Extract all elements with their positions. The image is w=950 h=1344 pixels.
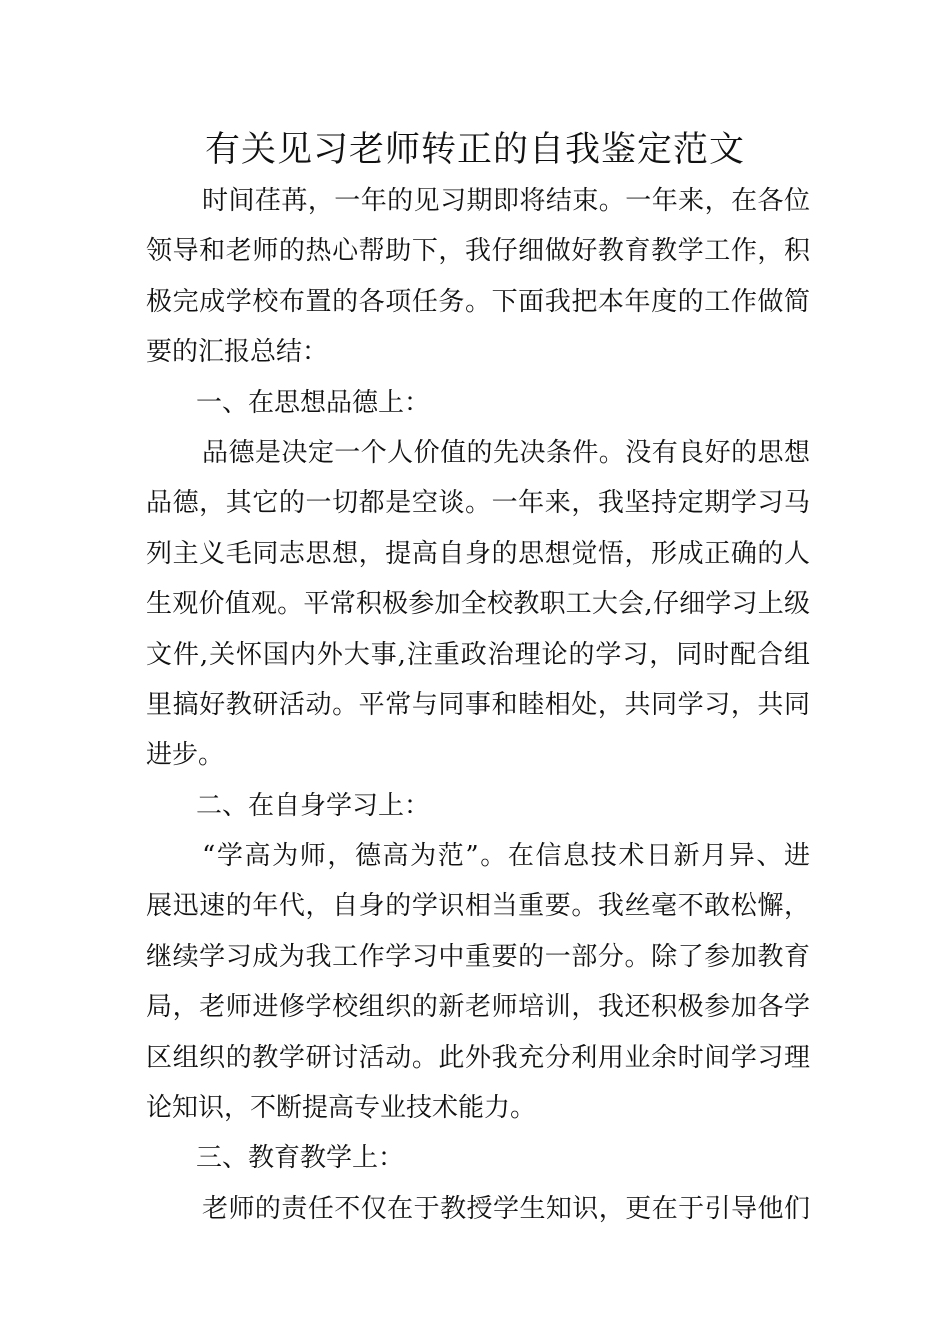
- document-title: 有关见习老师转正的自我鉴定范文: [204, 130, 745, 170]
- section-heading: 三、教育教学上：: [196, 1143, 405, 1174]
- paragraph-line: 极完成学校布置的各项任务。下面我把本年度的工作做简: [146, 286, 810, 317]
- paragraph-line: 展迅速的年代，自身的学识相当重要。我丝毫不敢松懈，: [146, 891, 810, 922]
- paragraph-line: 生观价值观。平常积极参加全校教职工大会,仔细学习上级: [146, 589, 810, 620]
- paragraph-line: 要的汇报总结：: [146, 337, 329, 368]
- document-body: [146, 176, 810, 1234]
- section-heading: 二、在自身学习上：: [196, 790, 431, 821]
- paragraph-line: 品德是决定一个人价值的先决条件。没有良好的思想: [202, 437, 810, 468]
- paragraph-line: 品德，其它的一切都是空谈。一年来，我坚持定期学习马: [146, 488, 810, 519]
- paragraph-line: 里搞好教研活动。平常与同事和睦相处，共同学习，共同: [146, 689, 810, 720]
- paragraph-line: 列主义毛同志思想，提高自身的思想觉悟，形成正确的人: [146, 538, 810, 569]
- section-heading: 一、在思想品德上：: [196, 387, 431, 418]
- paragraph-line: 领导和老师的热心帮助下，我仔细做好教育教学工作，积: [146, 236, 810, 267]
- paragraph-line: 继续学习成为我工作学习中重要的一部分。除了参加教育: [146, 941, 810, 972]
- paragraph-line: 区组织的教学研讨活动。此外我充分利用业余时间学习理: [146, 1042, 810, 1073]
- paragraph-line: 文件,关怀国内外大事,注重政治理论的学习，同时配合组: [146, 639, 810, 670]
- paragraph-line: 老师的责任不仅在于教授学生知识，更在于引导他们: [202, 1193, 810, 1224]
- paragraph-line: 局，老师进修学校组织的新老师培训，我还积极参加各学: [146, 992, 810, 1023]
- paragraph-line: 进步。: [146, 740, 225, 771]
- paragraph-line: “学高为师，德高为范”。在信息技术日新月异、进: [202, 841, 810, 872]
- paragraph-line: 论知识，不断提高专业技术能力。: [146, 1093, 537, 1124]
- paragraph-line: 时间荏苒，一年的见习期即将结束。一年来，在各位: [202, 186, 810, 216]
